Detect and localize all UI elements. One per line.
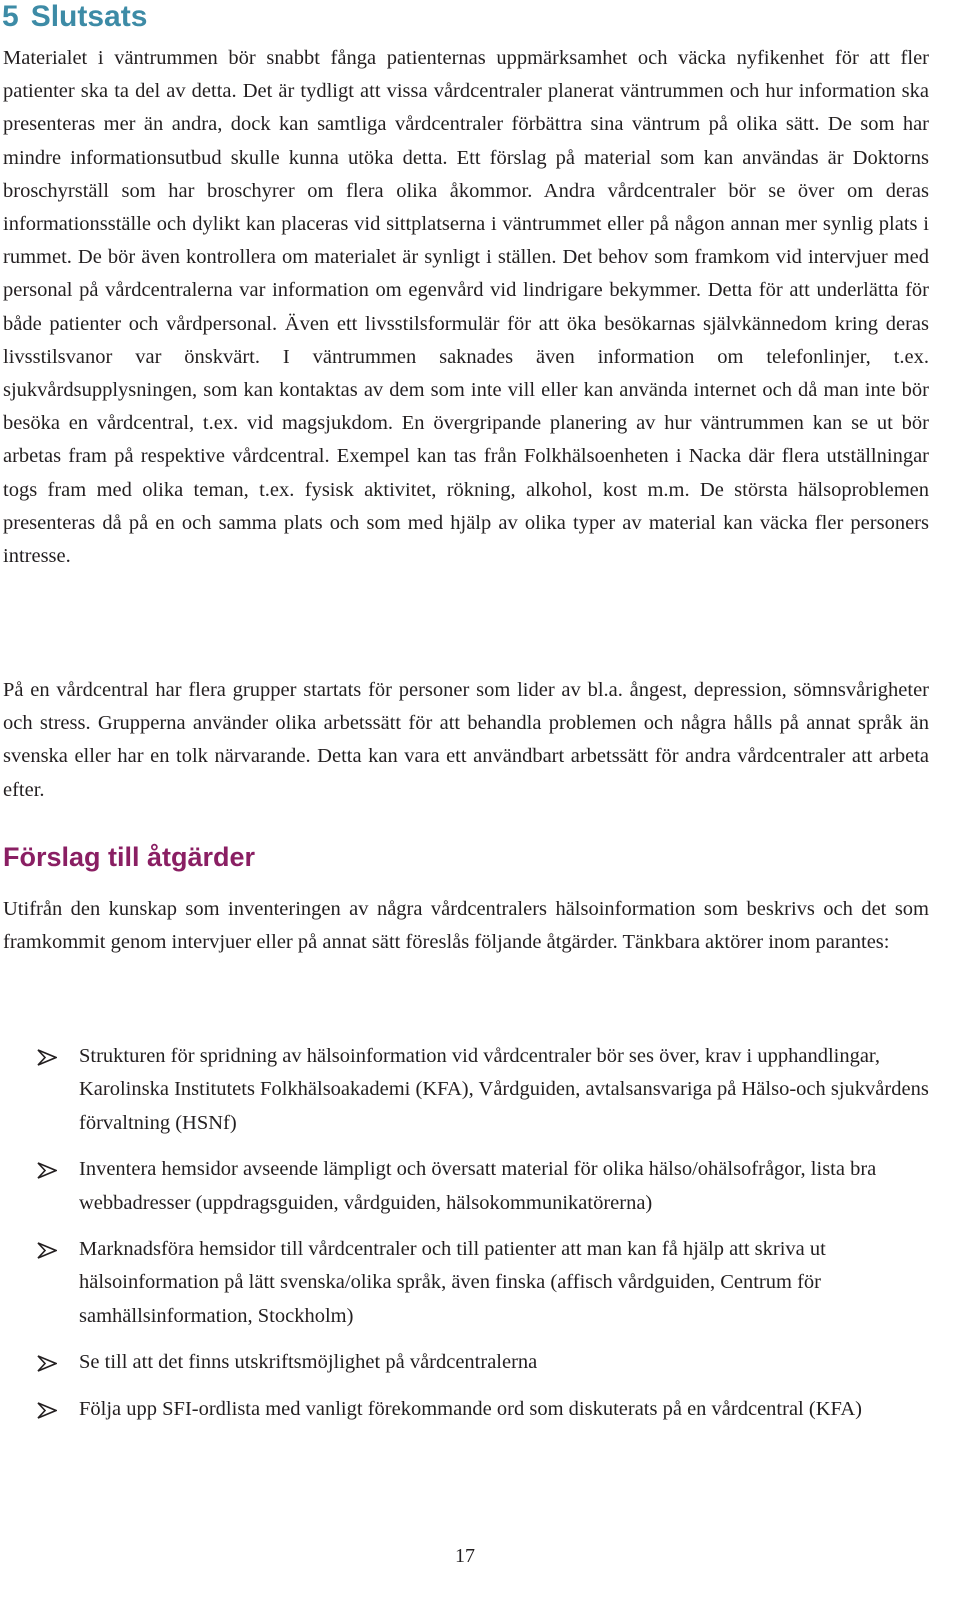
- action-text: Strukturen för spridning av hälsoinformation vid vårdcentraler bör ses över, krav i upphandlingar, Karolinska Institutets Folkhälsoakademi (KFA), Vårdguiden, avtalsansvariga på Hälso-och sjukvårdens förvaltning (HSNf): [79, 1045, 929, 1134]
- section-title: Slutsats: [30, 0, 148, 33]
- action-text: Inventera hemsidor avseende lämpligt och översatt material för olika hälso/ohälsofrågor, lista bra webbadresser (uppdragsguiden, vårdguiden, hälsokommunikatörerna): [79, 1158, 877, 1214]
- subsection-heading: Förslag till åtgärder: [3, 842, 256, 872]
- conclusion-paragraph-1: Materialet i väntrummen bör snabbt fånga patienternas uppmärksamhet och väcka nyfikenhet för att fler patienter ska ta del av detta. Det är tydligt att vissa vårdcentraler planerat väntrummen och hur information ska presenteras mer än andra, dock kan samtliga vårdcentraler förbättra sina väntrum på olika sätt. De som har mindre informationsutbud skulle kunna utöka detta. Ett förslag på material som kan användas är Doktorns broschyrställ som har broschyrer om flera olika åkommor. Andra vårdcentraler bör se över om deras informationsställe och dylikt kan placeras vid sittplatserna i väntrummet eller på någon annan mer synlig plats i rummet. De bör även kontrollera om materialet är synligt i ställen. Det behov som framkom vid intervjuer med personal på vårdcentralerna var information om egenvård vid lindrigare bekymmer. Detta för att underlätta för både patienter och vårdpersonal. Även ett livsstilsformulär för att öka besökarnas självkännedom kring deras livsstilsvanor var önskvärt. I väntrummen saknades även information om telefonlinjer, t.ex. sjukvårdsupplysningen, som kan kontaktas av dem som inte vill eller kan använda internet och då man inte bör besöka en vårdcentral, t.ex. vid magsjukdom. En övergripande planering av hur väntrummen kan se ut bör arbetas fram på respektive vårdcentral. Exempel kan tas från Folkhälsoenheten i Nacka där flera utställningar togs fram med olika teman, t.ex. fysisk aktivitet, rökning, alkohol, kost m.m. De största hälsoproblemen presenteras då på en och samma plats och som med hjälp av olika typer av material kan väcka fler personers intresse.: [3, 47, 929, 568]
- page-number: 17: [455, 1545, 475, 1567]
- arrow-bullet-icon: [37, 1242, 57, 1259]
- arrow-bullet-icon: [37, 1355, 57, 1372]
- arrow-bullet-icon: [37, 1162, 57, 1179]
- action-text: Se till att det finns utskriftsmöjlighet på vårdcentralerna: [79, 1351, 538, 1374]
- arrow-bullet-icon: [37, 1049, 57, 1066]
- action-text: Marknadsföra hemsidor till vårdcentraler och till patienter att man kan få hjälp att skriva ut hälsoinformation på lätt svenska/olika språk, även finska (affisch vårdguiden, Centrum för samhällsinformation, Stockholm): [79, 1238, 826, 1327]
- section-number: 5: [2, 0, 19, 33]
- arrow-bullet-icon: [37, 1402, 57, 1419]
- list-item: [0, 1040, 940, 1140]
- list-item: [0, 1233, 940, 1333]
- list-item: [0, 1153, 940, 1220]
- subsection-intro: Utifrån den kunskap som inventeringen av några vårdcentralers hälsoinformation som beskrivs och det som framkommit genom intervjuer eller på annat sätt föreslås följande åtgärder. Tänkbara aktörer inom parantes:: [3, 898, 929, 954]
- conclusion-paragraph-2: På en vårdcentral har flera grupper startats för personer som lider av bl.a. ångest, depression, sömnsvårigheter och stress. Grupperna använder olika arbetssätt för att behandla problemen och några hålls på annat språk än svenska eller har en tolk närvarande. Detta kan vara ett användbart arbetssätt för andra vårdcentraler att arbeta efter.: [3, 679, 929, 801]
- list-item: [0, 1393, 940, 1426]
- section-heading: [2, 0, 147, 39]
- action-text: Följa upp SFI-ordlista med vanligt förekommande ord som diskuterats på en vårdcentral (KFA): [79, 1397, 863, 1420]
- list-item: [0, 1346, 940, 1379]
- action-list: [0, 1040, 940, 1439]
